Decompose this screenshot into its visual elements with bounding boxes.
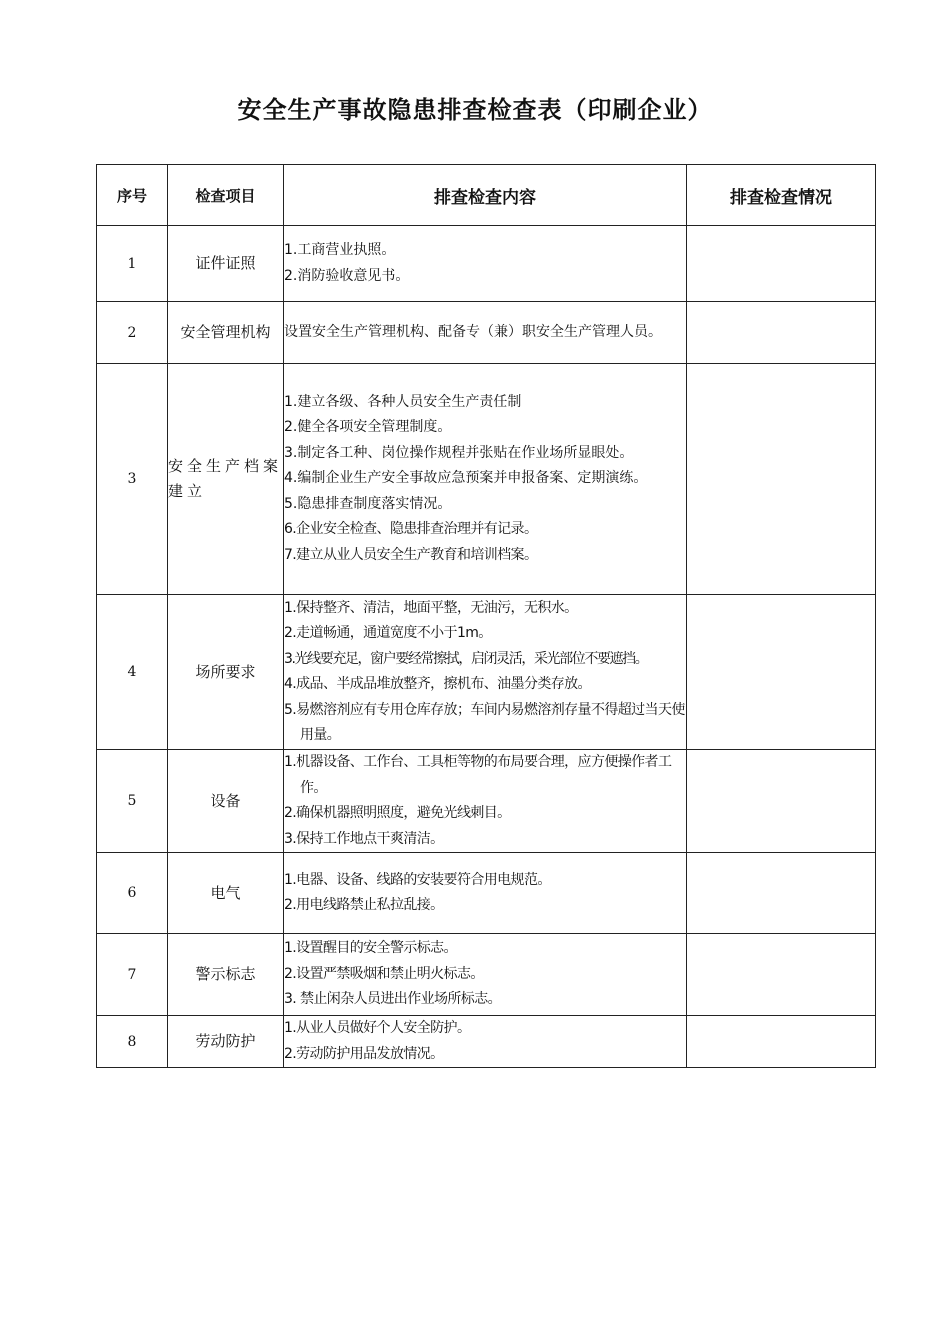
row-seq: 5 (97, 750, 168, 853)
content-line: 1.从业人员做好个人安全防护。 (284, 1020, 471, 1036)
content-line: 1.机器设备、工作台、工具柜等物的布局要合理，应方便操作者工作。 (284, 754, 672, 796)
table-row (97, 934, 876, 1016)
row-result-cell[interactable] (687, 1016, 876, 1068)
page-title: 安全生产事故隐患排查检查表（印刷企业） (237, 96, 713, 124)
row-content (284, 853, 687, 934)
content-line: 3.制定各工种、岗位操作规程并张贴在作业场所显眼处。 (284, 444, 634, 461)
table-row (97, 1016, 876, 1068)
content-line: 1.保持整齐、清洁，地面平整，无油污，无积水。 (284, 599, 578, 616)
row-seq: 3 (97, 364, 168, 595)
content-line: 6.企业安全检查、隐患排查治理并有记录。 (284, 521, 538, 538)
row-result-cell[interactable] (687, 364, 876, 595)
content-line: 1.电器、设备、线路的安装要符合用电规范。 (284, 871, 551, 888)
header-seq: 序号 (97, 165, 168, 226)
row-result-cell[interactable] (687, 302, 876, 364)
content-line: 3.光线要充足，窗户要经常擦拭，启闭灵活，采光部位不要遮挡。 (284, 650, 648, 667)
content-line: 2.确保机器照明照度，避免光线刺目。 (284, 805, 511, 821)
table-row (97, 750, 876, 853)
row-content (284, 302, 687, 364)
header-content: 排查检查内容 (284, 165, 687, 226)
content-line: 2.消防验收意见书。 (284, 267, 410, 284)
content-line: 7.建立从业人员安全生产教育和培训档案。 (284, 546, 538, 563)
content-line: 2.设置严禁吸烟和禁止明火标志。 (284, 965, 484, 982)
row-content (284, 226, 687, 302)
row-result-cell[interactable] (687, 595, 876, 750)
row-item: 设备 (168, 750, 284, 853)
row-content (284, 364, 687, 595)
row-item: 场所要求 (168, 595, 284, 750)
row-content (284, 595, 687, 750)
table-row (97, 595, 876, 750)
table-row (97, 853, 876, 934)
row-content (284, 1016, 687, 1068)
content-line: 1.工商营业执照。 (284, 242, 396, 258)
content-line: 设置安全生产管理机构、配备专（兼）职安全生产管理人员。 (284, 323, 662, 340)
content-line: 5.易燃溶剂应有专用仓库存放；车间内易燃溶剂存量不得超过当天使用量。 (284, 701, 685, 743)
row-seq: 6 (97, 853, 168, 934)
row-seq: 2 (97, 302, 168, 364)
content-line: 2.健全各项安全管理制度。 (284, 419, 452, 436)
table-row (97, 226, 876, 302)
row-seq: 7 (97, 934, 168, 1016)
table-row (97, 364, 876, 595)
header-result: 排查检查情况 (687, 165, 876, 226)
content-line: 5.隐患排查制度落实情况。 (284, 495, 452, 512)
row-result-cell[interactable] (687, 226, 876, 302)
content-line: 2.用电线路禁止私拉乱接。 (284, 897, 444, 913)
row-content (284, 750, 687, 853)
row-item: 警示标志 (168, 934, 284, 1016)
row-result-cell[interactable] (687, 853, 876, 934)
row-item: 证件证照 (168, 226, 284, 302)
content-line: 4.成品、半成品堆放整齐，擦机布、油墨分类存放。 (284, 676, 591, 692)
table-row (97, 302, 876, 364)
content-line: 3.保持工作地点干爽清洁。 (284, 830, 444, 847)
table-header-row (97, 165, 876, 226)
row-item: 电气 (168, 853, 284, 934)
row-seq: 1 (97, 226, 168, 302)
row-item: 安全生产档案建立 (168, 364, 284, 595)
content-line: 3. 禁止闲杂人员进出作业场所标志。 (284, 991, 502, 1008)
row-seq: 4 (97, 595, 168, 750)
row-seq: 8 (97, 1016, 168, 1068)
inspection-table (96, 164, 876, 1068)
row-item: 劳动防护 (168, 1016, 284, 1068)
content-line: 4.编制企业生产安全事故应急预案并申报备案、定期演练。 (284, 470, 648, 487)
content-line: 1.设置醒目的安全警示标志。 (284, 940, 457, 957)
content-line: 2.劳动防护用品发放情况。 (284, 1045, 444, 1062)
content-line: 1.建立各级、各种人员安全生产责任制 (284, 393, 522, 410)
row-content (284, 934, 687, 1016)
row-item: 安全管理机构 (168, 302, 284, 364)
content-line: 2.走道畅通，通道宽度不小于1m。 (284, 625, 492, 641)
row-result-cell[interactable] (687, 750, 876, 853)
row-result-cell[interactable] (687, 934, 876, 1016)
header-item: 检查项目 (168, 165, 284, 226)
